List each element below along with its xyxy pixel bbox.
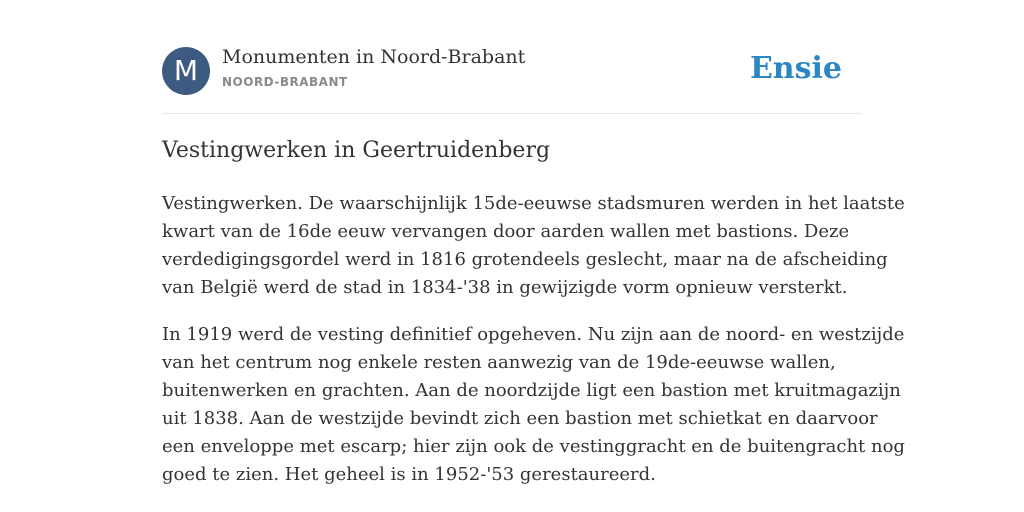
paragraph-line: In 1919 werd de vesting definitief opgeheven. Nu zijn aan de noord- en westzijde [162,324,905,345]
paragraph-line: van het centrum nog enkele resten aanwezig van de 19de-eeuwse wallen, [162,352,836,373]
paragraph-line: goed te zien. Het geheel is in 1952-'53 gerestaureerd. [162,464,656,485]
collection-title[interactable]: Monumenten in Noord-Brabant [222,46,526,68]
article-title: Vestingwerken in Geertruidenberg [162,138,551,163]
paragraph-line: verdedigingsgordel werd in 1816 grotendeels geslecht, maar na de afscheiding [162,249,888,270]
paragraph-line: buitenwerken en grachten. Aan de noordzijde ligt een bastion met kruitmagazijn [162,380,901,401]
collection-subtitle[interactable]: NOORD-BRABANT [222,75,348,89]
header [162,46,862,96]
paragraph-line: van België werd de stad in 1834-'38 in gewijzigde vorm opnieuw versterkt. [162,277,848,298]
avatar[interactable]: M [162,47,210,95]
paragraph-line: Vestingwerken. De waarschijnlijk 15de-eeuwse stadsmuren werden in het laatste [162,193,905,214]
paragraph-line: kwart van de 16de eeuw vervangen door aarden wallen met bastions. Deze [162,221,850,242]
article-paragraph-1 [162,190,905,302]
paragraph-line: uit 1838. Aan de westzijde bevindt zich een bastion met schietkat en daarvoor [162,408,878,429]
paragraph-line: een enveloppe met escarp; hier zijn ook de vestinggracht en de buitengracht nog [162,436,905,457]
article-paragraph-2 [162,321,905,489]
divider [162,113,862,114]
brand-logo[interactable]: Ensie [749,51,842,86]
